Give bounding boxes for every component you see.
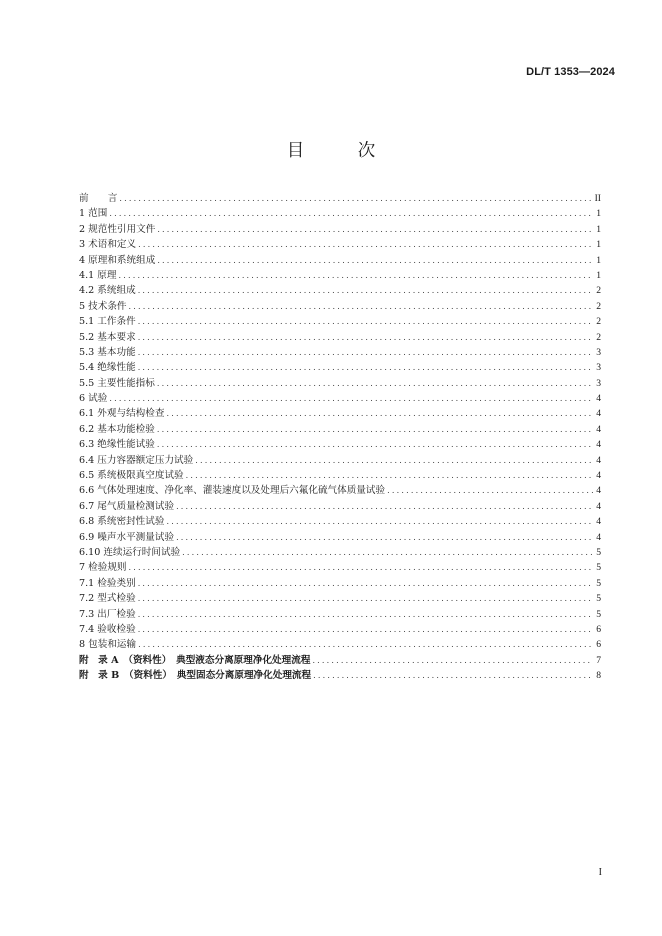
toc-entry-label: 4.1 原理	[79, 269, 117, 281]
toc-entry-page: 4	[596, 516, 601, 528]
toc-entry[interactable]	[79, 668, 601, 683]
toc-entry[interactable]	[79, 253, 601, 268]
toc-leader-dots	[138, 283, 594, 298]
toc-entry-label: 6.7 尾气质量检测试验	[79, 500, 175, 512]
toc-entry[interactable]	[79, 607, 601, 622]
toc-leader-dots	[138, 314, 594, 329]
toc-entry-page: 4	[596, 485, 601, 497]
toc-entry-page: 2	[596, 331, 601, 343]
toc-entry-page: 5	[596, 562, 601, 574]
toc-leader-dots	[138, 345, 594, 360]
toc-entry-page: 3	[596, 377, 601, 389]
toc-entry-label: 6 试验	[79, 393, 108, 405]
toc-entry[interactable]	[79, 360, 601, 375]
toc-entry[interactable]	[79, 283, 601, 298]
toc-leader-dots	[138, 622, 594, 637]
toc-entry[interactable]	[79, 330, 601, 345]
toc-entry[interactable]	[79, 345, 601, 360]
toc-entry-label: 5.2 基本要求	[79, 331, 136, 343]
toc-leader-dots	[138, 576, 594, 591]
toc-leader-dots	[119, 191, 591, 206]
toc-entry[interactable]	[79, 622, 601, 637]
toc-entry-page: 4	[596, 500, 601, 512]
toc-entry-label: 6.6 气体处理速度、净化率、灌装速度以及处理后六氟化硫气体质量试验	[79, 485, 386, 497]
toc-leader-dots	[176, 499, 593, 514]
toc-entry-page: 5	[596, 593, 601, 605]
toc-leader-dots	[157, 253, 593, 268]
toc-entry-page: 6	[596, 623, 601, 635]
toc-entry-label: 1 范围	[79, 208, 108, 220]
toc-entry[interactable]	[79, 653, 601, 668]
toc-entry-label: 附 录 B （资料性） 典型固态分离原理净化处理流程	[79, 670, 312, 682]
toc-entry[interactable]	[79, 406, 601, 421]
toc-entry-page: 2	[596, 300, 601, 312]
toc-entry[interactable]	[79, 499, 601, 514]
toc-entry-page: 4	[596, 454, 601, 466]
toc-entry[interactable]	[79, 222, 601, 237]
toc-entry-label: 附 录 A （资料性） 典型液态分离原理净化处理流程	[79, 654, 311, 666]
toc-entry-page: 1	[596, 239, 601, 251]
toc-entry-label: 5.5 主要性能指标	[79, 377, 155, 389]
toc-entry-label: 8 包装和运输	[79, 639, 137, 651]
toc-entry-label: 6.8 系统密封性试验	[79, 516, 165, 528]
toc-entry-page: 5	[596, 608, 601, 620]
toc-leader-dots	[313, 668, 593, 683]
toc-entry-label: 7.2 型式检验	[79, 593, 136, 605]
toc-leader-dots	[138, 637, 593, 652]
toc-entry-page: 4	[596, 531, 601, 543]
toc-entry-page: 5	[596, 546, 601, 558]
toc-entry[interactable]	[79, 237, 601, 252]
toc-leader-dots	[387, 483, 593, 498]
toc-entry-label: 7.4 验收检验	[79, 623, 136, 635]
toc-entry-label: 6.1 外观与结构检查	[79, 408, 165, 420]
toc-leader-dots	[166, 406, 593, 421]
toc-entry-page: 4	[596, 423, 601, 435]
toc-entry[interactable]	[79, 468, 601, 483]
toc-leader-dots	[166, 514, 593, 529]
toc-entry-label: 7 检验规则	[79, 562, 127, 574]
toc-entry[interactable]	[79, 560, 601, 575]
page-number: I	[598, 867, 602, 878]
toc-entry-page: 4	[596, 393, 601, 405]
toc-entry-label: 2 规范性引用文件	[79, 223, 156, 235]
toc-entry-page: 1	[596, 223, 601, 235]
toc-leader-dots	[157, 422, 593, 437]
toc-leader-dots	[138, 607, 594, 622]
toc-entry-page: 2	[596, 316, 601, 328]
toc-entry-label: 前 言	[79, 193, 118, 204]
toc-entry-label: 6.2 基本功能检验	[79, 423, 155, 435]
toc-entry-page: 4	[596, 439, 601, 451]
toc-entry-page: 1	[596, 269, 601, 281]
toc-leader-dots	[176, 530, 593, 545]
toc-entry[interactable]	[79, 483, 601, 498]
standard-code: DL/T 1353—2024	[526, 66, 615, 78]
toc-entry[interactable]	[79, 591, 601, 606]
toc-entry-label: 7.1 检验类别	[79, 577, 136, 589]
toc-entry[interactable]	[79, 637, 601, 652]
toc-leader-dots	[182, 545, 593, 560]
toc-entry[interactable]	[79, 514, 601, 529]
toc-entry[interactable]	[79, 206, 601, 221]
toc-leader-dots	[109, 391, 593, 406]
toc-entry-label: 4 原理和系统组成	[79, 254, 156, 266]
toc-leader-dots	[138, 591, 594, 606]
toc-entry-label: 6.10 连续运行时间试验	[79, 546, 181, 558]
toc-entry-page: 2	[596, 285, 601, 297]
toc-entry[interactable]	[79, 191, 601, 206]
toc-entry-label: 4.2 系统组成	[79, 285, 136, 297]
toc-entry-label: 6.5 系统极限真空度试验	[79, 470, 184, 482]
toc-leader-dots	[157, 376, 593, 391]
toc-leader-dots	[119, 268, 594, 283]
toc-entry-page: 4	[596, 470, 601, 482]
toc-entry-page: 7	[596, 654, 601, 666]
toc-entry[interactable]	[79, 530, 601, 545]
toc-leader-dots	[138, 360, 594, 375]
toc-leader-dots	[312, 653, 593, 668]
toc-entry-page: 8	[596, 670, 601, 682]
toc-leader-dots	[138, 330, 594, 345]
toc-leader-dots	[157, 437, 593, 452]
toc-entry-page: 1	[596, 208, 601, 220]
toc-leader-dots	[186, 468, 594, 483]
toc-entry-page: 6	[596, 639, 601, 651]
toc-leader-dots	[109, 206, 593, 221]
toc-entry-label: 6.3 绝缘性能试验	[79, 439, 155, 451]
toc-entry[interactable]	[79, 422, 601, 437]
page-title: 目 次	[286, 141, 394, 161]
toc-entry[interactable]	[79, 576, 601, 591]
toc-entry-label: 5.4 绝缘性能	[79, 362, 136, 374]
toc-entry[interactable]	[79, 545, 601, 560]
toc-entry[interactable]	[79, 268, 601, 283]
toc-entry[interactable]	[79, 437, 601, 452]
toc-entry-label: 6.4 压力容器额定压力试验	[79, 454, 194, 466]
toc-entry-page: 3	[596, 346, 601, 358]
toc-entry[interactable]	[79, 391, 601, 406]
table-of-contents	[79, 191, 601, 684]
toc-entry-page: 3	[596, 362, 601, 374]
toc-entry-page: 5	[596, 577, 601, 589]
toc-leader-dots	[195, 453, 593, 468]
toc-leader-dots	[157, 222, 593, 237]
toc-leader-dots	[138, 237, 593, 252]
toc-entry-page: 4	[596, 408, 601, 420]
toc-entry-label: 3 术语和定义	[79, 239, 137, 251]
toc-entry-page: 1	[596, 254, 601, 266]
toc-entry[interactable]	[79, 453, 601, 468]
toc-entry-page: II	[594, 193, 601, 204]
toc-entry-label: 7.3 出厂检验	[79, 608, 136, 620]
toc-entry-label: 6.9 噪声水平测量试验	[79, 531, 175, 543]
toc-leader-dots	[129, 299, 594, 314]
toc-entry[interactable]	[79, 314, 601, 329]
toc-entry-label: 5.3 基本功能	[79, 346, 136, 358]
toc-entry[interactable]	[79, 376, 601, 391]
toc-entry-label: 5.1 工作条件	[79, 316, 136, 328]
toc-leader-dots	[129, 560, 594, 575]
toc-entry-label: 5 技术条件	[79, 300, 127, 312]
toc-entry[interactable]	[79, 299, 601, 314]
